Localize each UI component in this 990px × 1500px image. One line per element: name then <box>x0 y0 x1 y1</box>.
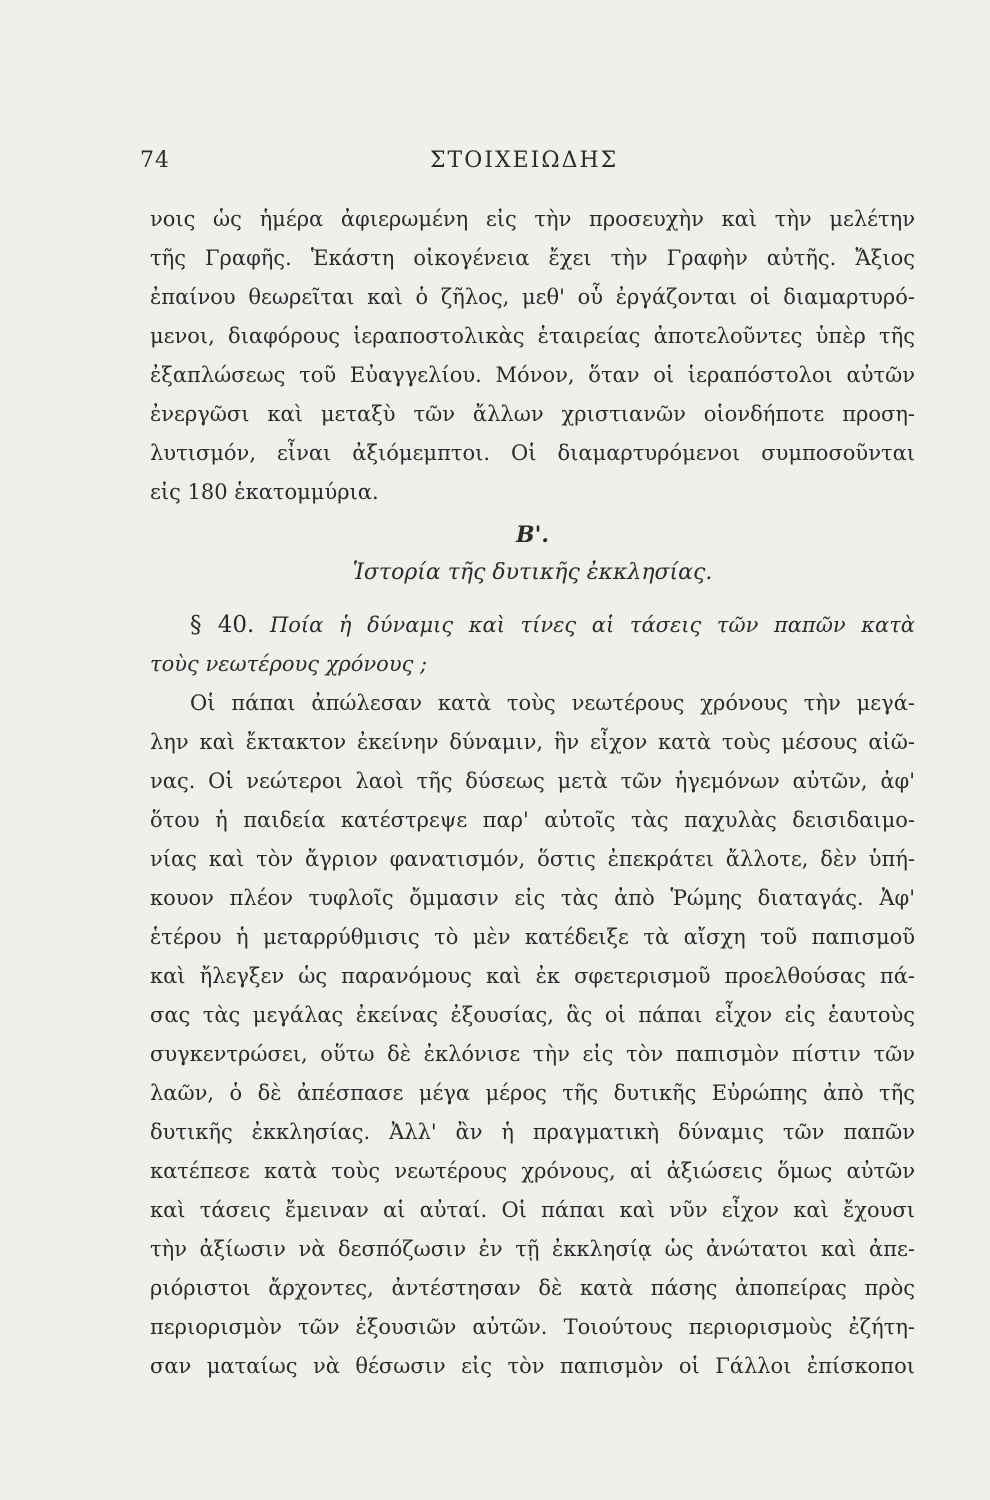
text-line: λυτισμόν, εἶναι ἀξιόμεμπτοι. Οἱ διαμαρτυρόμενοι συμποσοῦνται <box>150 441 915 465</box>
section-title: Ἱστορία τῆς δυτικῆς ἐκκλησίας. <box>352 560 713 585</box>
paragraph-number: § 40. <box>190 612 255 638</box>
body-text <box>150 200 915 1386</box>
text-line: συγκεντρώσει, οὕτω δὲ ἐκλόνισε τὴν εἰς τὸν παπισμὸν πίστιν τῶν <box>150 1042 915 1066</box>
text-line: ἐξαπλώσεως τοῦ Εὐαγγελίου. Μόνον, ὅταν οἱ ἱεραπόστολοι αὐτῶν <box>150 363 915 387</box>
text-line: καὶ ἤλεγξεν ὡς παρανόμους καὶ ἐκ σφετερισμοῦ προελθούσας πά- <box>150 964 915 988</box>
text-line: λαῶν, ὁ δὲ ἀπέσπασε μέγα μέρος τῆς δυτικῆς Εὐρώπης ἀπὸ τῆς <box>150 1081 915 1105</box>
text-line: καὶ τάσεις ἔμειναν αἱ αὐταί. Οἱ πάπαι καὶ νῦν εἶχον καὶ ἔχουσι <box>150 1198 915 1222</box>
page-number: 74 <box>140 148 170 173</box>
text-line: νίας καὶ τὸν ἄγριον φανατισμόν, ὅστις ἐπεκράτει ἄλλοτε, δὲν ὑπή- <box>150 847 915 871</box>
question-text: Ποία ἡ δύναμις καὶ τίνες αἱ τάσεις τῶν παπῶν κατὰ <box>269 613 915 637</box>
text-line: ἐνεργῶσι καὶ μεταξὺ τῶν ἄλλων χριστιανῶν οἱονδήποτε προση- <box>150 402 915 426</box>
text-line: κατέπεσε κατὰ τοὺς νεωτέρους χρόνους, αἱ ἀξιώσεις ὅμως αὐτῶν <box>150 1159 915 1183</box>
text-line: ριόριστοι ἄρχοντες, ἀντέστησαν δὲ κατὰ πάσης ἀποπείρας πρὸς <box>150 1276 915 1300</box>
text-line: ὅτου ἡ παιδεία κατέστρεψε παρ' αὐτοῖς τὰς παχυλὰς δεισιδαιμο- <box>150 808 915 832</box>
section-letter: Β'. <box>516 522 549 548</box>
text-line: τῆς Γραφῆς. Ἑκάστη οἰκογένεια ἔχει τὴν Γραφὴν αὐτῆς. Ἄξιος <box>150 246 915 270</box>
text-line: Οἱ πάπαι ἀπώλεσαν κατὰ τοὺς νεωτέρους χρόνους τὴν μεγά- <box>190 691 915 715</box>
text-line: μενοι, διαφόρους ἱεραποστολικὰς ἑταιρείας ἀποτελοῦντες ὑπὲρ τῆς <box>150 324 915 348</box>
text-line: ἑτέρου ἡ μεταρρύθμισις τὸ μὲν κατέδειξε τὰ αἴσχη τοῦ παπισμοῦ <box>150 925 915 949</box>
text-line: κουον πλέον τυφλοῖς ὄμμασιν εἰς τὰς ἀπὸ Ῥώμης διαταγάς. Ἀφ' <box>150 886 915 910</box>
question-line: τοὺς νεωτέρους χρόνους ; <box>150 652 428 676</box>
text-line: εἰς 180 ἑκατομμύρια. <box>150 480 379 504</box>
text-line: σαν ματαίως νὰ θέσωσιν εἰς τὸν παπισμὸν οἱ Γάλλοι ἐπίσκοποι <box>150 1354 915 1378</box>
running-head <box>140 148 910 178</box>
text-line: νοις ὡς ἡμέρα ἀφιερωμένη εἰς τὴν προσευχὴν καὶ τὴν μελέτην <box>150 207 915 231</box>
running-title: ΣΤΟΙΧΕΙΩΔΗΣ <box>430 148 619 173</box>
text-line: περιορισμὸν τῶν ἐξουσιῶν αὐτῶν. Τοιούτους περιορισμοὺς ἐζήτη- <box>150 1315 915 1339</box>
text-line: σας τὰς μεγάλας ἐκείνας ἐξουσίας, ἃς οἱ πάπαι εἶχον εἰς ἑαυτοὺς <box>150 1003 915 1027</box>
text-line: τὴν ἀξίωσιν νὰ δεσπόζωσιν ἐν τῇ ἐκκλησίᾳ ὡς ἀνώτατοι καὶ ἀπε- <box>150 1237 915 1261</box>
question-line <box>150 606 915 645</box>
text-line: δυτικῆς ἐκκλησίας. Ἀλλ' ἂν ἡ πραγματικὴ δύναμις τῶν παπῶν <box>150 1120 915 1144</box>
text-line: ἐπαίνου θεωρεῖται καὶ ὁ ζῆλος, μεθ' οὗ ἐργάζονται οἱ διαμαρτυρό- <box>150 285 915 309</box>
text-line: λην καὶ ἔκτακτον ἐκείνην δύναμιν, ἣν εἶχον κατὰ τοὺς μέσους αἰῶ- <box>150 730 915 754</box>
text-line: νας. Οἱ νεώτεροι λαοὶ τῆς δύσεως μετὰ τῶν ἡγεμόνων αὐτῶν, ἀφ' <box>150 769 915 793</box>
